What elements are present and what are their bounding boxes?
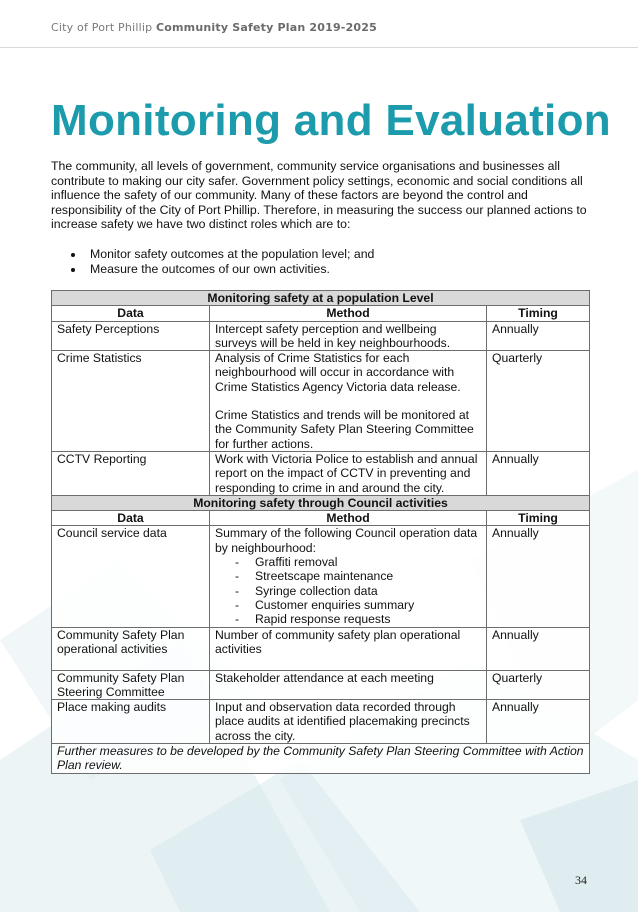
table-row bbox=[52, 351, 590, 452]
role-item: Monitor safety outcomes at the population level; and bbox=[51, 247, 591, 262]
monitoring-table bbox=[51, 290, 590, 774]
cell-method: Intercept safety perception and wellbeing surveys will be held in key neighbourhoods. bbox=[210, 321, 487, 351]
cell-data: Place making audits bbox=[52, 700, 210, 744]
cell-method bbox=[210, 526, 487, 627]
cell-timing: Annually bbox=[487, 321, 590, 351]
column-header-data: Data bbox=[52, 511, 210, 526]
page-title: Monitoring and Evaluation bbox=[51, 96, 611, 145]
page-header bbox=[0, 0, 638, 48]
cell-method bbox=[210, 351, 487, 452]
cell-method: Number of community safety plan operational activities bbox=[210, 627, 487, 670]
page-number: 34 bbox=[575, 873, 587, 887]
table-footnote: Further measures to be developed by the Community Safety Plan Steering Committee with Action Plan review. bbox=[52, 744, 590, 774]
column-header-timing: Timing bbox=[487, 511, 590, 526]
cell-data: Community Safety Plan operational activities bbox=[52, 627, 210, 670]
list-item: - Syringe collection data bbox=[215, 584, 481, 598]
column-header-data: Data bbox=[52, 306, 210, 321]
header-text bbox=[51, 21, 377, 34]
column-header-timing: Timing bbox=[487, 306, 590, 321]
cell-timing: Quarterly bbox=[487, 670, 590, 700]
section-header-row bbox=[52, 291, 590, 306]
list-item: - Graffiti removal bbox=[215, 555, 481, 569]
section-header-row bbox=[52, 495, 590, 510]
section-title: Monitoring safety through Council activities bbox=[52, 495, 590, 510]
cell-data: Council service data bbox=[52, 526, 210, 627]
method-text: Analysis of Crime Statistics for each neighbourhood will occur in accordance with Crime Statistics Agency Victoria data release. bbox=[215, 351, 461, 394]
cell-data: Safety Perceptions bbox=[52, 321, 210, 351]
header-plan-title: Community Safety Plan 2019-2025 bbox=[155, 21, 377, 34]
table-row bbox=[52, 321, 590, 351]
footnote-row bbox=[52, 744, 590, 774]
cell-timing: Annually bbox=[487, 627, 590, 670]
cell-timing: Annually bbox=[487, 526, 590, 627]
table-row bbox=[52, 700, 590, 744]
cell-timing: Annually bbox=[487, 700, 590, 744]
column-header-row bbox=[52, 511, 590, 526]
column-header-method: Method bbox=[210, 306, 487, 321]
method-text: Summary of the following Council operation data by neighbourhood: bbox=[215, 526, 478, 555]
table-row bbox=[52, 670, 590, 700]
header-org: City of Port Phillip bbox=[51, 21, 153, 34]
list-item: - Customer enquiries summary bbox=[215, 598, 481, 612]
roles-list bbox=[51, 247, 591, 277]
cell-method: Work with Victoria Police to establish and annual report on the impact of CCTV in preventing and responding to crime in and around the city. bbox=[210, 451, 487, 495]
cell-timing: Quarterly bbox=[487, 351, 590, 452]
table-row bbox=[52, 627, 590, 670]
list-item: - Rapid response requests bbox=[215, 612, 481, 626]
column-header-row bbox=[52, 306, 590, 321]
cell-method: Stakeholder attendance at each meeting bbox=[210, 670, 487, 700]
intro-paragraph: The community, all levels of government, community service organisations and businesses all contribute to making our city safer. Government policy settings, economic and social conditions all influence the safety of our community. Many of these factors are beyond the control and responsibility of the City of Port Phillip. Therefore, in measuring the success our planned actions to increase safety we have two distinct roles which are to: bbox=[51, 159, 587, 231]
dash-list bbox=[215, 555, 481, 626]
cell-data: Crime Statistics bbox=[52, 351, 210, 452]
table-row bbox=[52, 451, 590, 495]
method-text: Crime Statistics and trends will be monitored at the Community Safety Plan Steering Committee for further actions. bbox=[215, 408, 474, 451]
cell-data: Community Safety Plan Steering Committee bbox=[52, 670, 210, 700]
table-row bbox=[52, 526, 590, 627]
cell-method: Input and observation data recorded through place audits at identified placemaking precincts across the city. bbox=[210, 700, 487, 744]
column-header-method: Method bbox=[210, 511, 487, 526]
cell-timing: Annually bbox=[487, 451, 590, 495]
cell-data: CCTV Reporting bbox=[52, 451, 210, 495]
section-title: Monitoring safety at a population Level bbox=[52, 291, 590, 306]
role-item: Measure the outcomes of our own activities. bbox=[51, 262, 591, 277]
list-item: - Streetscape maintenance bbox=[215, 569, 481, 583]
